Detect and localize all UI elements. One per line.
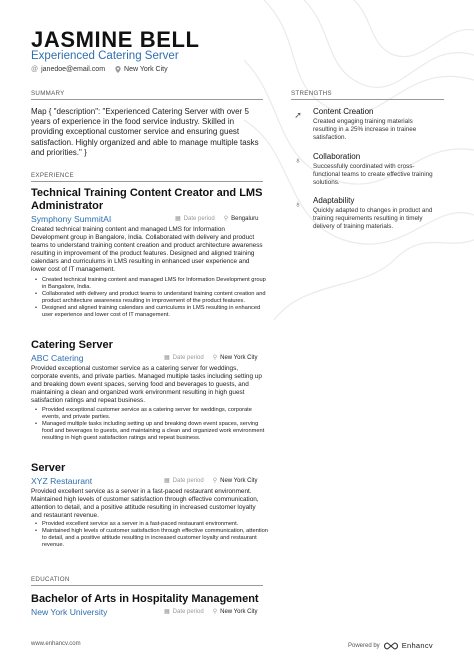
job-meta [164, 477, 257, 484]
location-item [115, 66, 168, 73]
section-summary-divider [31, 99, 263, 100]
location-pin-icon: ⚲ [223, 216, 229, 222]
job-company: XYZ Restaurant [31, 476, 93, 486]
calendar-icon: ▦ [164, 355, 170, 361]
footer-powered-by [348, 641, 433, 650]
section-summary-title: SUMMARY [31, 90, 65, 97]
job-meta [164, 354, 257, 361]
section-education-divider [31, 585, 263, 586]
job-description: Created technical training content and managed LMS for Information Development group in Bangalore, India. Collaborated with delivery and product teams to understand training content creation and product architecture awareness resulting in improvement of the product features. Designed and aligned training calendars and curriculums in LMS resulting in enhanced user experience and lower cost of IT management. [31, 226, 263, 273]
summary-text: Map { "description": "Experienced Catering Server with over 5 years of experience in the food service industry. Skilled in providing exceptional customer service and ensuring guest satisfaction. Highly organized and able to manage multiple tasks and priorities." } [31, 107, 259, 157]
lightbulb-icon: ♁ [294, 155, 302, 165]
calendar-icon: ▦ [164, 478, 170, 484]
job-bullet: • Provided exceptional customer service as a catering server for weddings, corporate events, and private parties. [42, 407, 270, 421]
job-bullet: • Managed multiple tasks including setting up and breaking down event spaces, serving food and beverages to guests, and maintaining a clean and organized work environment resulting in high guest satisfaction ratings and repeat business. [42, 421, 270, 442]
location-pin-icon: ⚲ [212, 355, 218, 361]
job-bullet: • Collaborated with delivery and product teams to understand training content creation and product architecture awareness resulting in improvement of the product features. [42, 291, 270, 305]
education-meta [164, 608, 257, 615]
job-date: Date period [172, 354, 204, 361]
at-sign-icon: @ [31, 66, 39, 73]
strength-description: Created engaging training materials resulting in a 25% increase in trainee satisfaction. [313, 118, 417, 141]
section-strengths-divider [291, 99, 444, 100]
education-date: Date period [172, 608, 204, 615]
location-pin-icon: ⚲ [212, 609, 218, 615]
location-pin-icon [115, 66, 121, 73]
job-description: Provided excellent service as a server in a fast-paced restaurant environment. Maintained high levels of customer satisfaction through effective communication, attention to detail, and a positive attitude resulting in increased customer loyalty and restaurant revenue. [31, 488, 259, 519]
job-title: Catering Server [31, 339, 113, 351]
job-description: Provided exceptional customer service as a catering server for weddings, corporate events, and private parties. Managed multiple tasks including setting up and breaking down event spaces, serving food and beverages to guests, and maintaining a clean and organized work environment resulting in high guest satisfaction ratings and repeat business. [31, 365, 262, 404]
rocket-icon: ➚ [294, 110, 302, 120]
strength-description: Quickly adapted to changes in product and training requirements resulting in timely delivery of training materials. [313, 207, 433, 230]
job-title: Technical Training Content Creator and LMS Administrator [31, 187, 263, 212]
job-company: Symphony SummitAI [31, 214, 112, 224]
candidate-name: JASMINE BELL [31, 27, 200, 52]
section-strengths-title: STRENGTHS [291, 90, 332, 97]
strength-description: Successfully coordinated with cross-functional teams to create effective training solutions. [313, 163, 433, 186]
location-pin-icon: ⚲ [212, 478, 218, 484]
lightbulb-icon: ♁ [294, 199, 302, 209]
education-degree: Bachelor of Arts in Hospitality Management [31, 593, 259, 605]
brand-name: Enhancv [401, 641, 433, 650]
enhancv-logo-icon [384, 642, 398, 650]
job-location: Bengaluru [231, 215, 259, 222]
job-bullets [33, 521, 270, 549]
job-date: Date period [172, 477, 204, 484]
email-item[interactable] [31, 66, 105, 73]
job-bullet: • Designed and aligned training calendars and curriculums in LMS resulting in enhanced user experience and lower cost of IT management. [42, 305, 270, 319]
section-experience-divider [31, 181, 263, 182]
job-company: ABC Catering [31, 353, 84, 363]
job-date: Date period [183, 215, 215, 222]
section-education-title: EDUCATION [31, 576, 70, 583]
job-bullet: • Provided excellent service as a server in a fast-paced restaurant environment. [42, 521, 270, 528]
job-title: Server [31, 462, 66, 474]
job-bullet: • Maintained high levels of customer satisfaction through effective communication, attention to detail, and a positive attitude resulting in increased customer loyalty and restaurant revenue. [42, 528, 270, 549]
job-bullets [33, 277, 270, 319]
calendar-icon: ▦ [175, 216, 181, 222]
strength-title: Content Creation [313, 107, 374, 116]
powered-by-text: Powered by [348, 642, 380, 649]
job-bullets [33, 407, 270, 442]
calendar-icon: ▦ [164, 609, 170, 615]
contact-info [31, 66, 168, 73]
job-meta [175, 215, 258, 222]
candidate-headline: Experienced Catering Server [31, 50, 179, 62]
location-text: New York City [124, 66, 168, 73]
strength-title: Collaboration [313, 152, 361, 161]
strength-title: Adaptability [313, 196, 355, 205]
education-location: New York City [220, 608, 258, 615]
section-experience-title: EXPERIENCE [31, 172, 74, 179]
footer-website[interactable]: www.enhancv.com [31, 641, 81, 647]
job-bullet: • Created technical training content and managed LMS for Information Development group in Bangalore, India. [42, 277, 270, 291]
job-location: New York City [220, 354, 258, 361]
email-text: janedoe@email.com [41, 66, 106, 73]
job-location: New York City [220, 477, 258, 484]
education-school: New York University [31, 607, 108, 617]
